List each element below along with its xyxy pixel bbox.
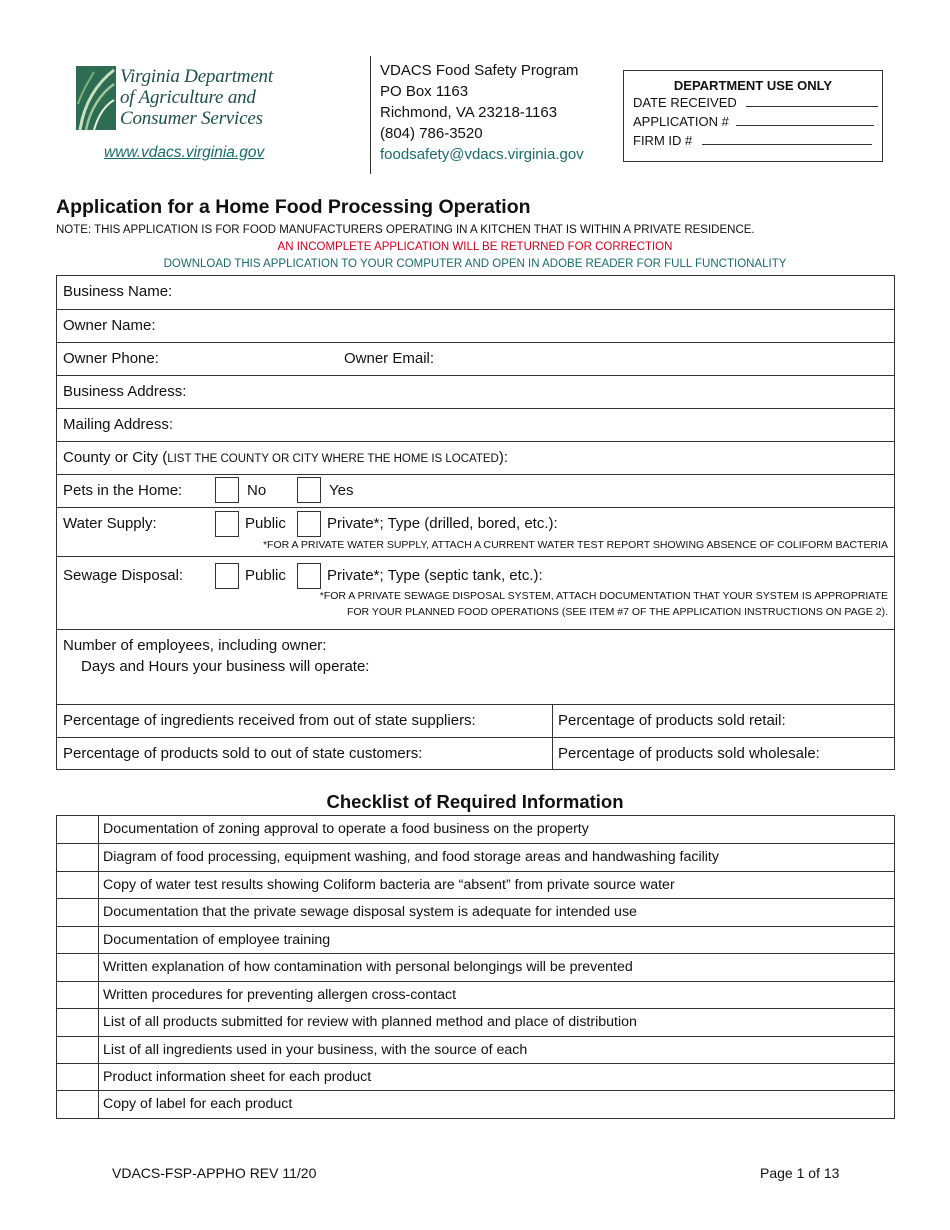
sewage-note-line-1: *FOR A PRIVATE SEWAGE DISPOSAL SYSTEM, ATTACH DOCUMENTATION THAT YOUR SYSTEM IS APPROPRIATE	[319, 590, 888, 602]
owner-contact-row[interactable]	[57, 342, 894, 375]
checklist-checkbox[interactable]	[57, 844, 99, 870]
checklist-row	[57, 1090, 894, 1117]
page-title: Application for a Home Food Processing Operation	[56, 196, 531, 218]
pct-ingredients-cell[interactable]	[57, 705, 553, 737]
sewage-disposal-row	[57, 556, 894, 629]
mailing-address-row[interactable]	[57, 408, 894, 441]
checklist-item: List of all ingredients used in your business, with the source of each	[103, 1041, 528, 1058]
pets-no-checkbox[interactable]	[215, 477, 239, 503]
checklist-row	[57, 926, 894, 953]
water-supply-label: Water Supply:	[63, 515, 157, 532]
days-hours-label: Days and Hours your business will operate:	[81, 658, 370, 675]
business-name-label: Business Name:	[63, 283, 173, 300]
checklist-title: Checklist of Required Information	[326, 791, 624, 812]
checklist-checkbox[interactable]	[57, 927, 99, 953]
phone-number: (804) 786-3520	[380, 125, 483, 142]
page-number: Page 1 of 13	[760, 1165, 840, 1181]
header-divider	[370, 56, 371, 174]
checklist-row	[57, 1063, 894, 1090]
owner-phone-label: Owner Phone:	[63, 350, 159, 367]
application-number-line	[736, 112, 874, 126]
county-hint: LIST THE COUNTY OR CITY WHERE THE HOME IS LOCATED	[167, 453, 499, 465]
pets-no-label: No	[247, 482, 267, 499]
firm-id-row	[624, 131, 882, 150]
application-form	[56, 275, 895, 770]
checklist-row	[57, 1008, 894, 1035]
water-public-label: Public	[245, 515, 286, 532]
checklist-checkbox[interactable]	[57, 899, 99, 925]
owner-email-label: Owner Email:	[344, 350, 435, 367]
incomplete-warning: AN INCOMPLETE APPLICATION WILL BE RETURNED FOR CORRECTION	[277, 241, 673, 253]
county-label-text: County or City (	[63, 449, 168, 466]
pets-label: Pets in the Home:	[63, 482, 183, 499]
pct-ingredients-label: Percentage of ingredients received from out of state suppliers:	[63, 712, 476, 729]
checklist-item: Documentation that the private sewage disposal system is adequate for intended use	[103, 904, 637, 921]
checklist-table	[56, 815, 895, 1119]
date-received-row	[624, 93, 882, 112]
checklist-checkbox[interactable]	[57, 816, 99, 843]
application-number-row	[624, 112, 882, 131]
employees-row[interactable]	[57, 629, 894, 704]
po-box: PO Box 1163	[380, 83, 469, 100]
percentage-row-1	[57, 704, 894, 737]
department-use-box	[623, 70, 883, 162]
sewage-public-label: Public	[245, 567, 286, 584]
mailing-address-label: Mailing Address:	[63, 416, 174, 433]
checklist-item: List of all products submitted for review with planned method and place of distribution	[103, 1014, 637, 1031]
firm-id-line	[702, 131, 872, 145]
county-label	[63, 449, 508, 466]
checklist-checkbox[interactable]	[57, 872, 99, 898]
sewage-private-checkbox[interactable]	[297, 563, 321, 589]
contact-block	[380, 60, 584, 165]
firm-id-label: FIRM ID #	[633, 133, 693, 148]
city-state-zip: Richmond, VA 23218-1163	[380, 104, 558, 121]
checklist-checkbox[interactable]	[57, 1009, 99, 1035]
program-name: VDACS Food Safety Program	[380, 62, 579, 79]
owner-name-row[interactable]	[57, 309, 894, 342]
checklist-item: Copy of label for each product	[103, 1096, 293, 1113]
date-received-label: DATE RECEIVED	[633, 95, 737, 110]
water-supply-row	[57, 507, 894, 556]
checklist-row	[57, 1036, 894, 1063]
checklist-checkbox[interactable]	[57, 1037, 99, 1063]
business-name-row[interactable]	[57, 276, 894, 309]
agency-name-line: of Agriculture and	[120, 87, 256, 108]
pets-row	[57, 474, 894, 507]
checklist-row	[57, 843, 894, 870]
agency-name-line: Consumer Services	[120, 108, 263, 129]
sewage-private-label[interactable]: Private*; Type (septic tank, etc.):	[327, 567, 543, 584]
sewage-note-line-2: FOR YOUR PLANNED FOOD OPERATIONS (SEE ITEM #7 OF THE APPLICATION INSTRUCTIONS ON PAGE 2).	[346, 606, 888, 618]
agency-name-line: Virginia Department	[120, 66, 273, 87]
checklist-row	[57, 816, 894, 843]
pets-yes-label: Yes	[329, 482, 354, 499]
checklist-row	[57, 898, 894, 925]
water-private-label[interactable]: Private*; Type (drilled, bored, etc.):	[327, 515, 558, 532]
water-private-checkbox[interactable]	[297, 511, 321, 537]
application-note: NOTE: THIS APPLICATION IS FOR FOOD MANUFACTURERS OPERATING IN A KITCHEN THAT IS WITHIN A PRIVATE RESIDENCE.	[56, 224, 755, 236]
checklist-item: Documentation of zoning approval to operate a food business on the property	[103, 821, 589, 837]
checklist-checkbox[interactable]	[57, 954, 99, 980]
checklist-row	[57, 981, 894, 1008]
checklist-item: Diagram of food processing, equipment washing, and food storage areas and handwashing facility	[103, 849, 719, 866]
water-supply-note: *FOR A PRIVATE WATER SUPPLY, ATTACH A CURRENT WATER TEST REPORT SHOWING ABSENCE OF COLIFORM BACTERIA	[262, 539, 888, 551]
business-address-label: Business Address:	[63, 383, 187, 400]
pct-out-state-label: Percentage of products sold to out of state customers:	[63, 745, 423, 762]
date-received-line	[746, 93, 878, 107]
application-number-label: APPLICATION #	[633, 114, 729, 129]
checklist-item: Copy of water test results showing Coliform bacteria are “absent” from private source water	[103, 876, 675, 893]
sewage-public-checkbox[interactable]	[215, 563, 239, 589]
pct-wholesale-label[interactable]: Percentage of products sold wholesale:	[558, 745, 820, 762]
business-address-row[interactable]	[57, 375, 894, 408]
checklist-item: Documentation of employee training	[103, 931, 331, 948]
sewage-disposal-label: Sewage Disposal:	[63, 567, 184, 584]
checklist-checkbox[interactable]	[57, 982, 99, 1008]
form-revision: VDACS-FSP-APPHO REV 11/20	[112, 1165, 317, 1181]
download-note: DOWNLOAD THIS APPLICATION TO YOUR COMPUTER AND OPEN IN ADOBE READER FOR FULL FUNCTIONALITY	[163, 258, 787, 270]
checklist-checkbox[interactable]	[57, 1091, 99, 1117]
percentage-row-2	[57, 737, 894, 769]
county-row[interactable]	[57, 441, 894, 474]
pets-yes-checkbox[interactable]	[297, 477, 321, 503]
checklist-row	[57, 871, 894, 898]
website-link[interactable]: www.vdacs.virginia.gov	[104, 144, 265, 161]
checklist-row	[57, 953, 894, 980]
pct-out-state-cell[interactable]	[57, 738, 553, 769]
agency-name	[120, 66, 273, 129]
water-public-checkbox[interactable]	[215, 511, 239, 537]
checklist-item: Written procedures for preventing allergen cross-contact	[103, 986, 457, 1003]
checklist-item: Written explanation of how contamination with personal belongings will be prevented	[103, 959, 633, 976]
owner-name-label: Owner Name:	[63, 317, 156, 334]
checklist-item: Product information sheet for each product	[103, 1068, 372, 1085]
county-label-end: ):	[498, 449, 509, 466]
email-link[interactable]: foodsafety@vdacs.virginia.gov	[380, 146, 584, 163]
employees-label: Number of employees, including owner:	[63, 637, 327, 654]
pct-retail-label[interactable]: Percentage of products sold retail:	[558, 712, 786, 729]
checklist-checkbox[interactable]	[57, 1064, 99, 1090]
department-use-title: DEPARTMENT USE ONLY	[673, 78, 833, 93]
